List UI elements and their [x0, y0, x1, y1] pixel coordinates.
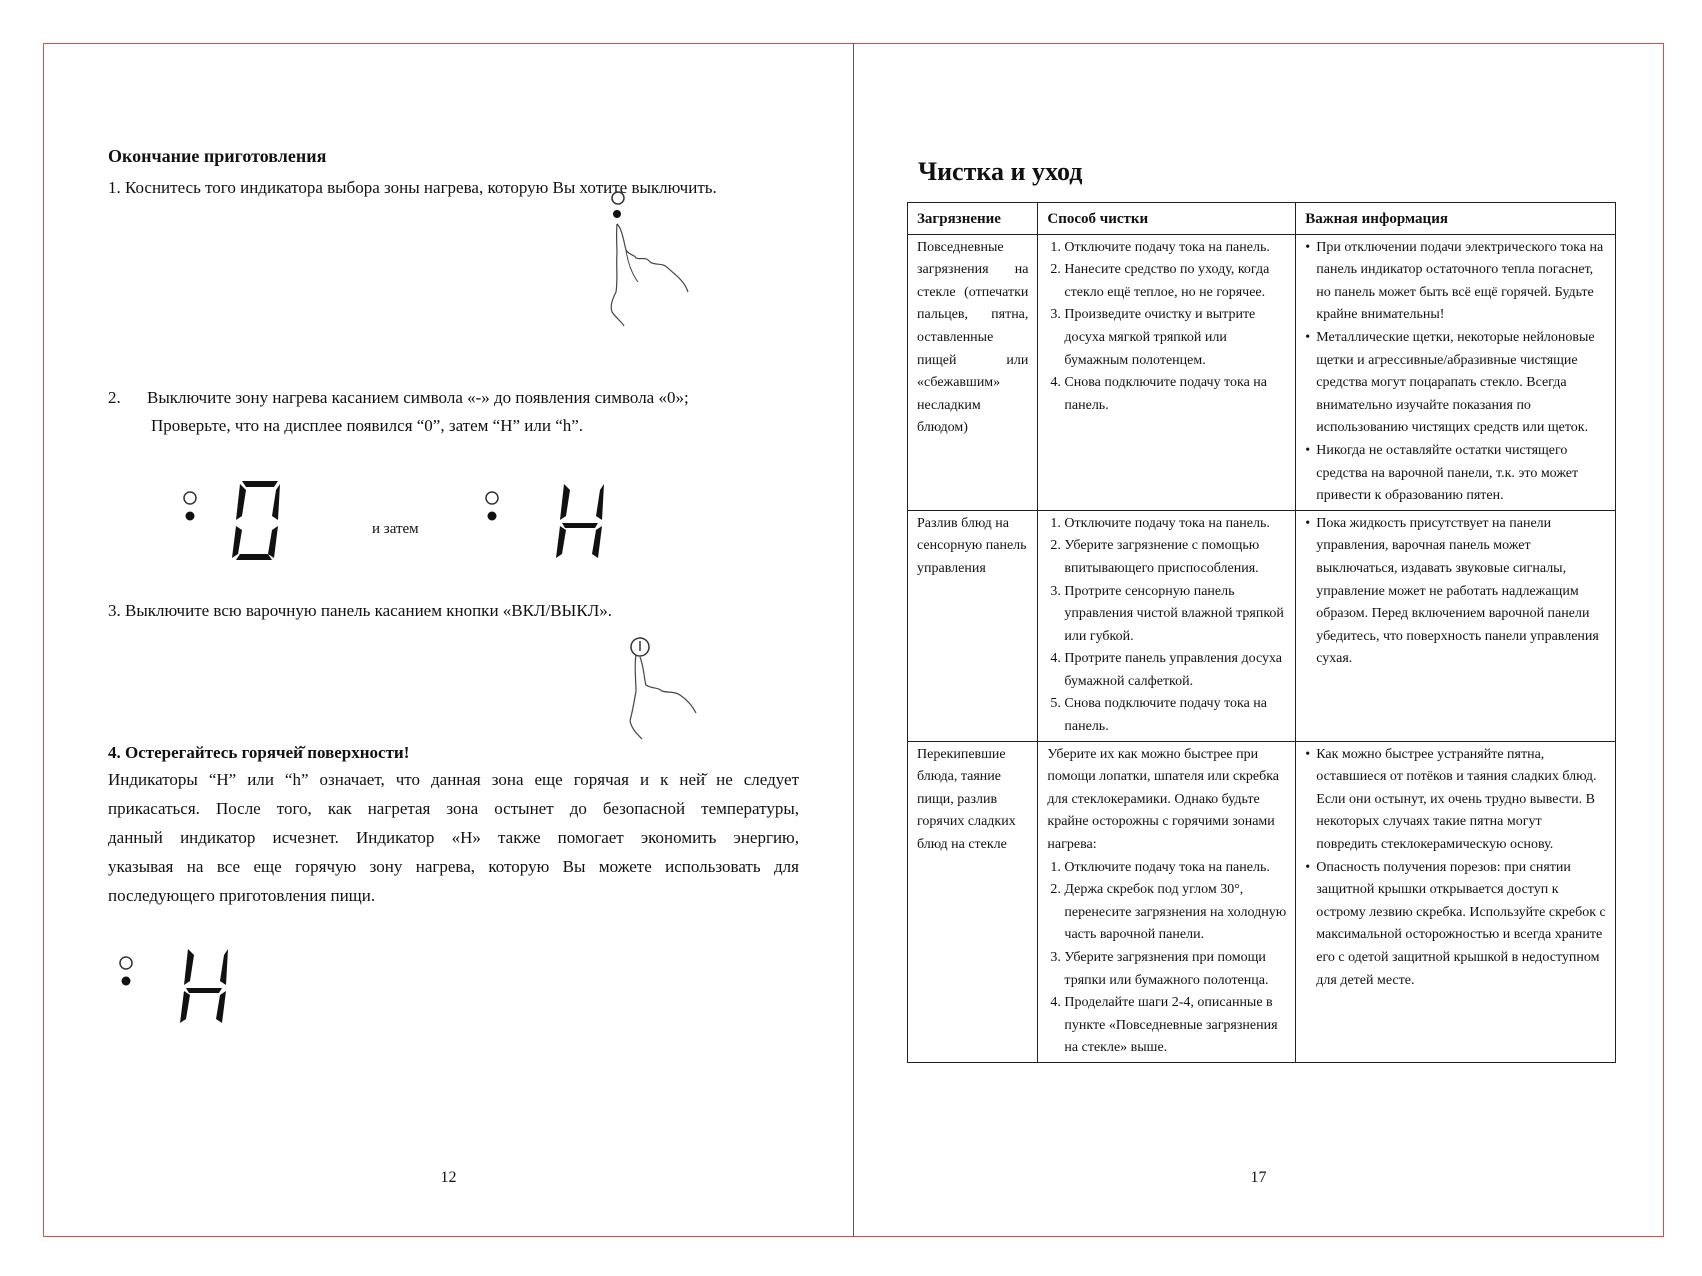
- method-step: 4. Снова подключите подачу тока на панель.: [1064, 372, 1286, 417]
- row-1-info: [1296, 234, 1616, 510]
- step-3-text: 3. Выключите всю варочную панель касанием кнопки «ВКЛ/ВЫКЛ».: [108, 601, 612, 620]
- step-4-line-2: прикасаться. После того, как нагретая зона остынет до безопасной температуры,: [108, 799, 799, 818]
- method-step: 2. Нанесите средство по уходу, когда стекло ещё теплое, но не горячее.: [1064, 259, 1286, 304]
- page-number-right: 17: [1250, 1169, 1267, 1186]
- step-4-line-4: указывая на все еще горячую зону нагрева, которую Вы можете использовать для: [108, 857, 799, 876]
- step-1-text: 1. Коснитесь того индикатора выбора зоны нагрева, которую Вы хотите выключить.: [108, 178, 717, 197]
- step-4-line-5: последующего приготовления пищи.: [108, 886, 376, 905]
- method-step: 2. Держа скребок под углом 30°, перенесите загрязнения на холодную часть варочной панели.: [1064, 879, 1286, 947]
- step-2-line-1: Выключите зону нагрева касанием символа «-» до появления символа «0»;: [147, 388, 689, 407]
- method-step: 3. Протрите сенсорную панель управления чистой влажной тряпкой или губкой.: [1064, 581, 1286, 649]
- hot-surface-warning-title: 4. Остерегайтесь горячей̆ поверхности!: [108, 743, 410, 762]
- header-info: Важная информация: [1296, 203, 1616, 235]
- page-number-left: 12: [440, 1169, 457, 1186]
- row-2-dirt: Разлив блюд на сенсорную панель управления: [908, 510, 1038, 741]
- section-title: Окончание приготовления: [108, 146, 327, 166]
- row-1-dirt: Повседневные загрязнения на стекле (отпечатки пальцев, пятна, оставленные пищей или «сбежавшим» несладким блюдом): [908, 234, 1038, 510]
- info-bullet: • Как можно быстрее устраняйте пятна, оставшиеся от потёков и таяния сладких блюд. Если они остынут, их очень трудно вывести. В некоторых случаях такие пятна могут повредить стеклокерамическую основу.: [1315, 744, 1606, 857]
- residual-heat-h-icon: [116, 943, 246, 1033]
- header-dirt: Загрязнение: [908, 203, 1038, 235]
- method-step: 2. Уберите загрязнение с помощью впитывающего приспособления.: [1064, 535, 1286, 580]
- row-3-info: [1296, 741, 1616, 1062]
- display-then-label: и затем: [372, 521, 419, 537]
- left-page: [44, 43, 853, 1237]
- row-2-method: [1038, 510, 1296, 741]
- method-step: 5. Снова подключите подачу тока на панель.: [1064, 693, 1286, 738]
- table-row: [908, 510, 1616, 741]
- cleaning-table: [907, 202, 1616, 1063]
- right-page: [854, 43, 1663, 1237]
- method-step: 1. Отключите подачу тока на панель.: [1064, 857, 1286, 880]
- method-step: 1. Отключите подачу тока на панель.: [1064, 237, 1286, 260]
- table-row: [908, 234, 1616, 510]
- method-intro: Уберите их как можно быстрее при помощи лопатки, шпателя или скребка для стеклокерамики. Однако будьте крайне осторожны с горячими зонами нагрева:: [1047, 746, 1280, 853]
- method-step: 4. Протрите панель управления досуха бумажной салфеткой.: [1064, 648, 1286, 693]
- table-header-row: [908, 203, 1616, 235]
- power-button-touch-icon: [624, 633, 724, 743]
- row-3-dirt: Перекипевшие блюда, таяние пищи, разлив горячих сладких блюд на стекле: [908, 741, 1038, 1062]
- info-bullet: • Металлические щетки, некоторые нейлоновые щетки и агрессивные/абразивные чистящие средства могут поцарапать стекло. Всегда внимательно изучайте показания по использованию чистящих средств или щеток.: [1315, 327, 1606, 440]
- table-row: [908, 741, 1616, 1062]
- row-1-method: [1038, 234, 1296, 510]
- step-2-number: 2.: [108, 388, 121, 407]
- info-bullet: • Опасность получения порезов: при снятии защитной крышки открывается доступ к острому лезвию скребка. Используйте скребок с максимальной осторожностью и всегда храните его с одетой защитной крышкой в недоступном для детей месте.: [1315, 857, 1606, 993]
- method-step: 3. Уберите загрязнения при помощи тряпки или бумажного полотенца.: [1064, 947, 1286, 992]
- cleaning-title: Чистка и уход: [918, 157, 1083, 186]
- display-h-icon: [482, 478, 622, 568]
- finger-touch-icon: [604, 188, 714, 328]
- row-3-method: [1038, 741, 1296, 1062]
- info-bullet: • При отключении подачи электрического тока на панель индикатор остаточного тепла погаснет, но панель может быть всё ещё горячей. Будьте крайне внимательны!: [1315, 237, 1606, 327]
- info-bullet: • Никогда не оставляйте остатки чистящего средства на варочной панели, т.к. это может привести к образованию пятен.: [1315, 440, 1606, 508]
- step-2-line-2: Проверьте, что на дисплее появился “0”, затем “H” или “h”.: [151, 416, 584, 435]
- step-4-line-3: данный индикатор исчезнет. Индикатор «Н» также помогает экономить энергию,: [108, 828, 799, 847]
- header-method: Способ чистки: [1038, 203, 1296, 235]
- method-step: 1. Отключите подачу тока на панель.: [1064, 513, 1286, 536]
- row-2-info: [1296, 510, 1616, 741]
- info-bullet: • Пока жидкость присутствует на панели управления, варочная панель может выключаться, издавать звуковые сигналы, управление может не работать надлежащим образом. Перед включением варочной панели убедитесь, что поверхность панели управления сухая.: [1315, 513, 1606, 671]
- step-4-line-1: Индикаторы “H” или “h” означает, что данная зона еще горячая и к ней̆ не следует: [108, 770, 799, 789]
- method-step: 4. Проделайте шаги 2-4, описанные в пункте «Повседневные загрязнения на стекле» выше.: [1064, 992, 1286, 1060]
- display-zero-icon: [180, 478, 310, 568]
- method-step: 3. Произведите очистку и вытрите досуха мягкой тряпкой или бумажным полотенцем.: [1064, 304, 1286, 372]
